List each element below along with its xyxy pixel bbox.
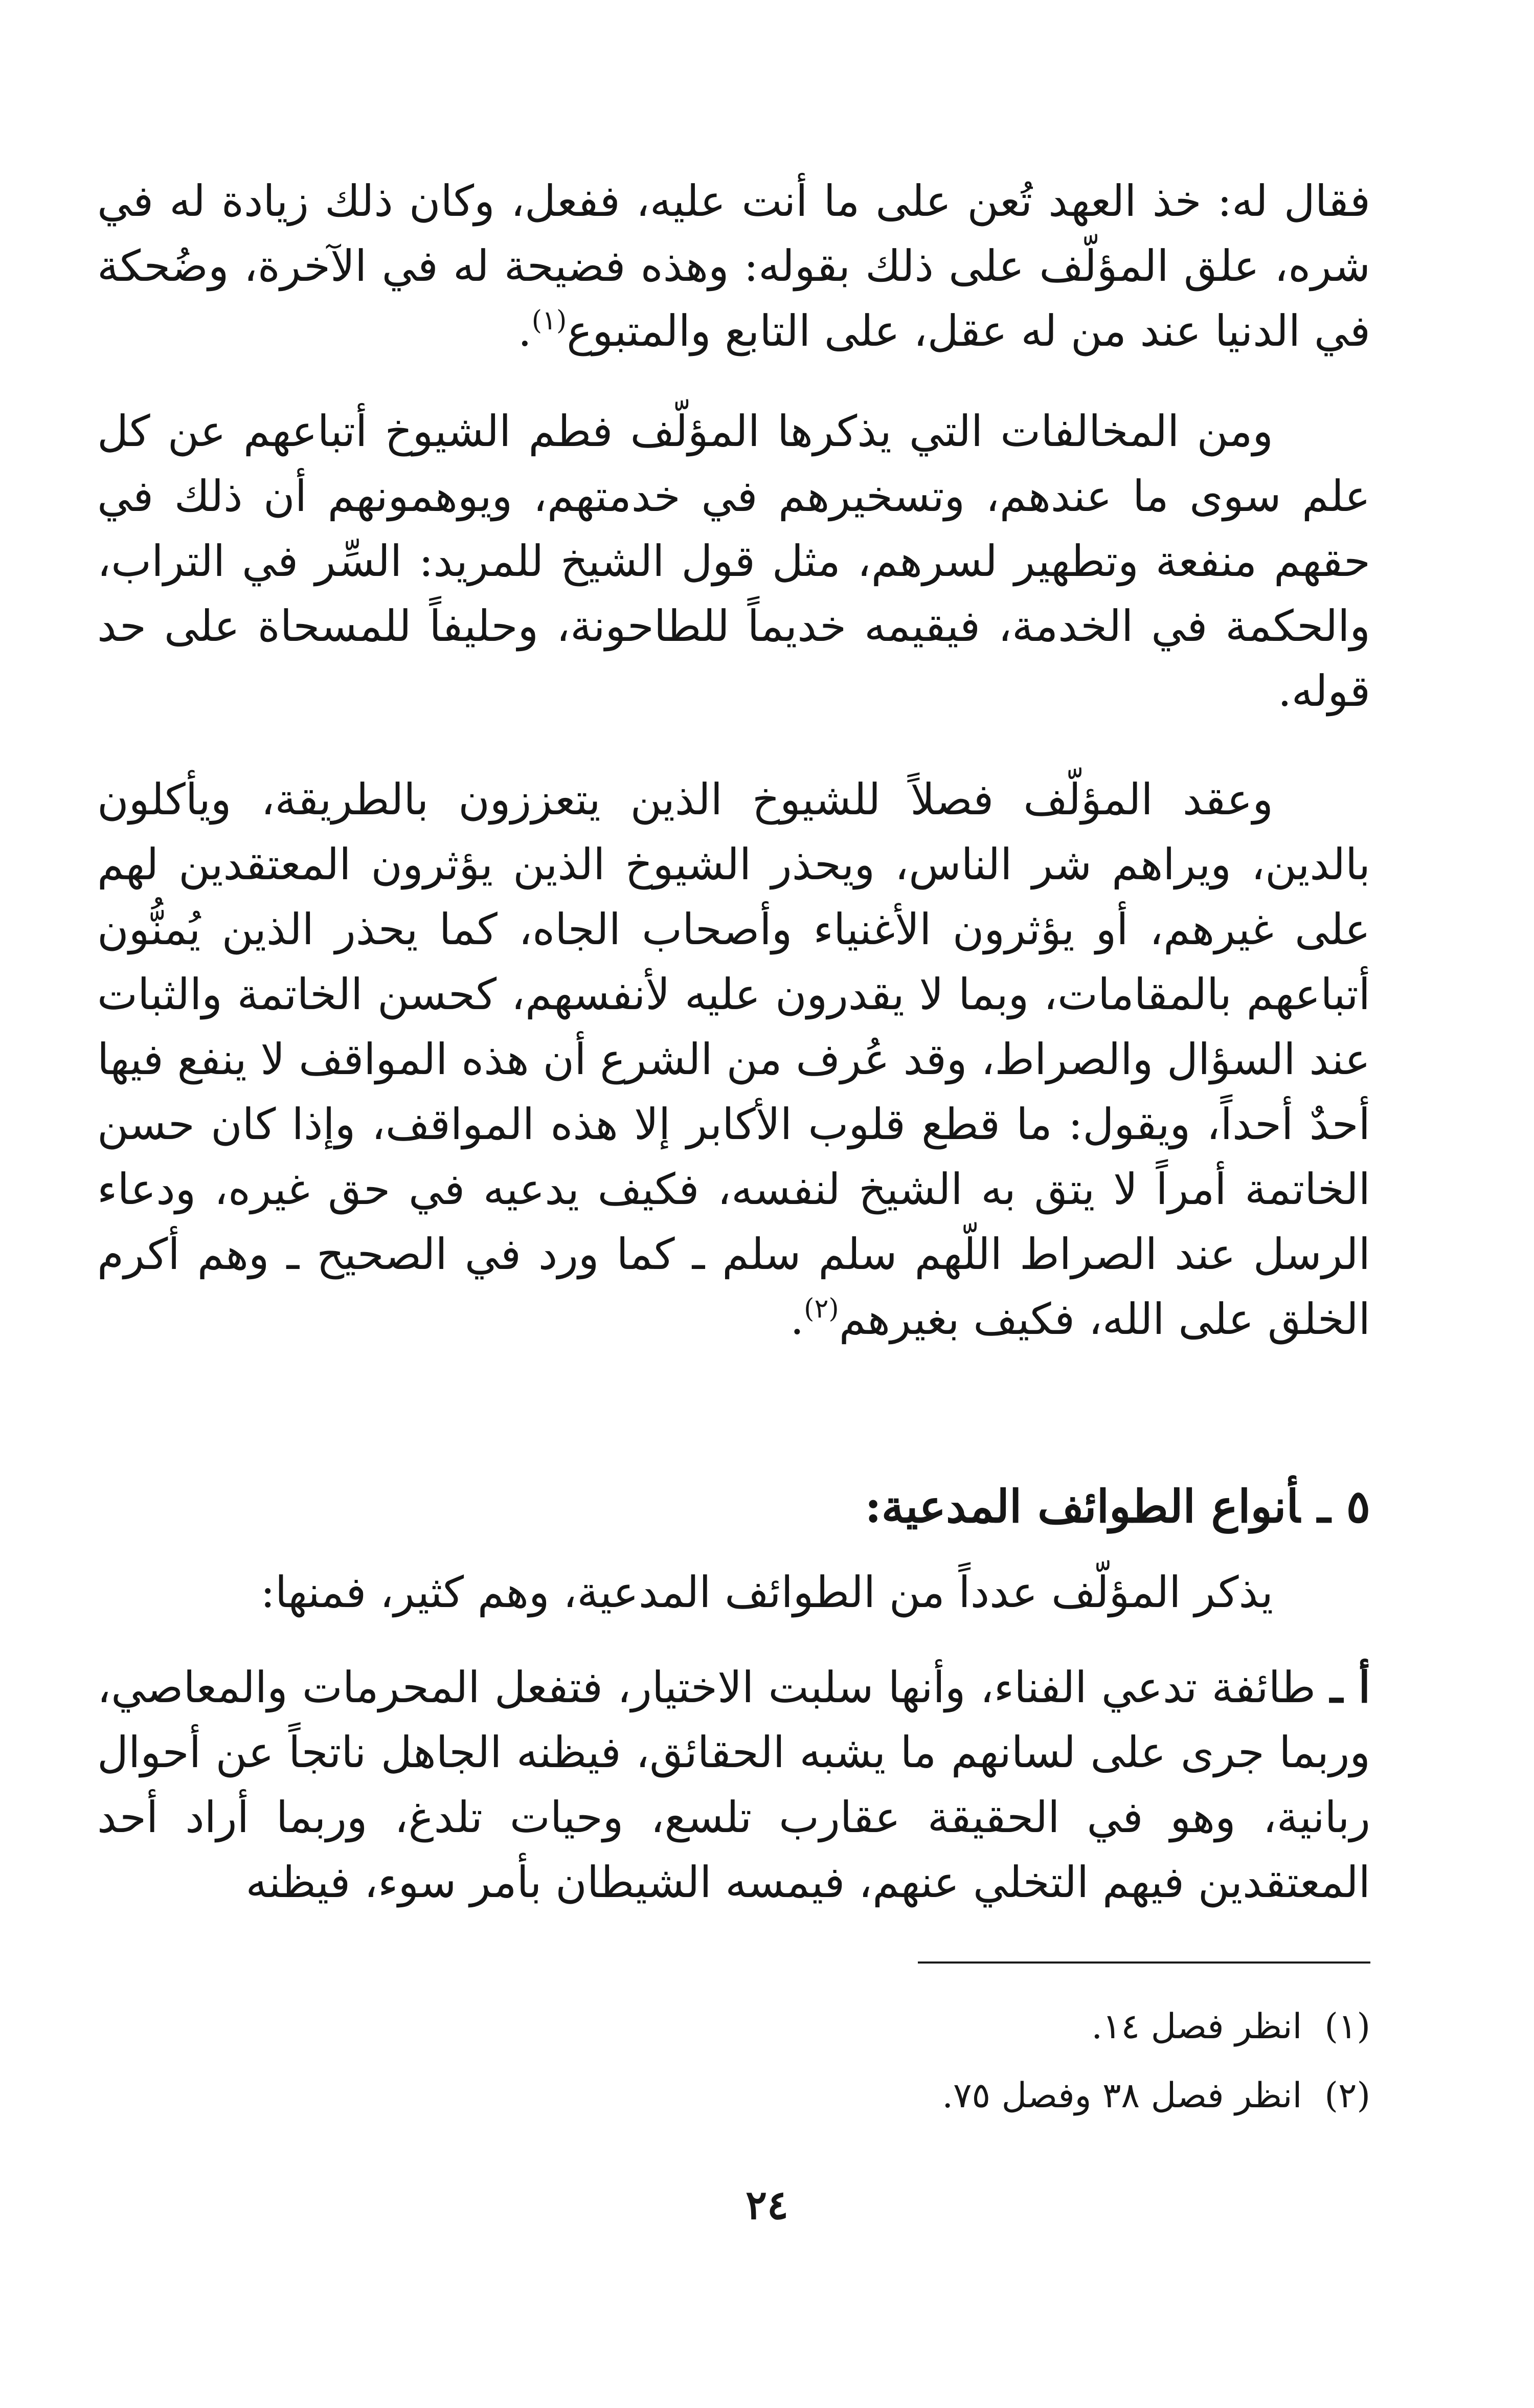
section-heading <box>97 1473 1370 1540</box>
footnote-ref-2: (٢) <box>804 1294 839 1324</box>
paragraph-4: يذكر المؤلّف عدداً من الطوائف المدعية، وهم كثير، فمنها: <box>260 1567 1273 1617</box>
footnote-1-number: (١) <box>1324 2006 1370 2047</box>
paragraph-5 <box>97 1655 1370 1915</box>
paragraph-1-end: . <box>518 306 532 356</box>
paragraph-3 <box>97 767 1370 1352</box>
paragraph-1 <box>97 169 1370 364</box>
footnote-2-number: (٢) <box>1324 2076 1370 2116</box>
section-heading-text: أنواع الطوائف المدعية: <box>865 1480 1300 1533</box>
footnote-1-text: انظر فصل ١٤. <box>1091 2006 1302 2047</box>
paragraph-1-text: فقال له: خذ العهد تُعن على ما أنت عليه، ففعل، وكان ذلك زيادة له في شره، علق المؤلّف على ذلك بقوله: وهذه فضيحة له في الآخرة، وضُحكة في الدنيا عند من له عقل، على التابع والمتبوع <box>97 176 1370 356</box>
page-number: ٢٤ <box>746 2182 788 2228</box>
paragraph-3-end: . <box>790 1294 804 1344</box>
section-heading-number: ٥ ـ <box>1317 1480 1370 1533</box>
footnote-separator <box>918 1961 1370 1964</box>
footnote-2-text: انظر فصل ٣٨ وفصل ٧٥. <box>942 2076 1302 2116</box>
list-item-letter: أ ـ <box>1330 1662 1370 1712</box>
paragraph-5-text: طائفة تدعي الفناء، وأنها سلبت الاختيار، فتفعل المحرمات والمعاصي، وربما جرى على لسانهم ما يشبه الحقائق، فيظنه الجاهل ناتجاً عن أحوال ربانية، وهو في الحقيقة عقارب تلسع، وحيات تلدغ، وربما أراد أحد المعتقدين فيهم التخلي عنهم، فيمسه الشيطان بأمر سوء، فيظنه <box>97 1662 1370 1907</box>
footnote-2 <box>562 2071 1370 2121</box>
paragraph-3-text: وعقد المؤلّف فصلاً للشيوخ الذين يتعززون بالطريقة، ويأكلون بالدين، ويراهم شر الناس، ويحذر الشيوخ الذين يؤثرون المعتقدين لهم على غيرهم، أو يؤثرون الأغنياء وأصحاب الجاه، كما يحذر الذين يُمنُّون أتباعهم بالمقامات، وبما لا يقدرون عليه لأنفسهم، كحسن الخاتمة والثبات عند السؤال والصراط، وقد عُرف من الشرع أن هذه المواقف لا ينفع فيها أحدٌ أحداً، ويقول: ما قطع قلوب الأكابر إلا هذه المواقف، وإذا كان حسن الخاتمة أمراً لا يتق به الشيخ لنفسه، فكيف يدعيه في حق غيره، ودعاء الرسل عند الصراط اللّهم سلم سلم ـ كما ورد في الصحيح ـ وهم أكرم الخلق على الله، فكيف بغيرهم <box>97 774 1370 1344</box>
footnote-1 <box>562 2002 1370 2052</box>
paragraph-2: ومن المخالفات التي يذكرها المؤلّف فطم الشيوخ أتباعهم عن كل علم سوى ما عندهم، وتسخيرهم في خدمتهم، ويوهمونهم أن ذلك في حقهم منفعة وتطهير لسرهم، مثل قول الشيخ للمريد: السِّر في التراب، والحكمة في الخدمة، فيقيمه خديماً للطاحونة، وحليفاً للمسحاة على حد قوله. <box>97 406 1370 716</box>
footnote-ref-1: (١) <box>531 305 567 336</box>
